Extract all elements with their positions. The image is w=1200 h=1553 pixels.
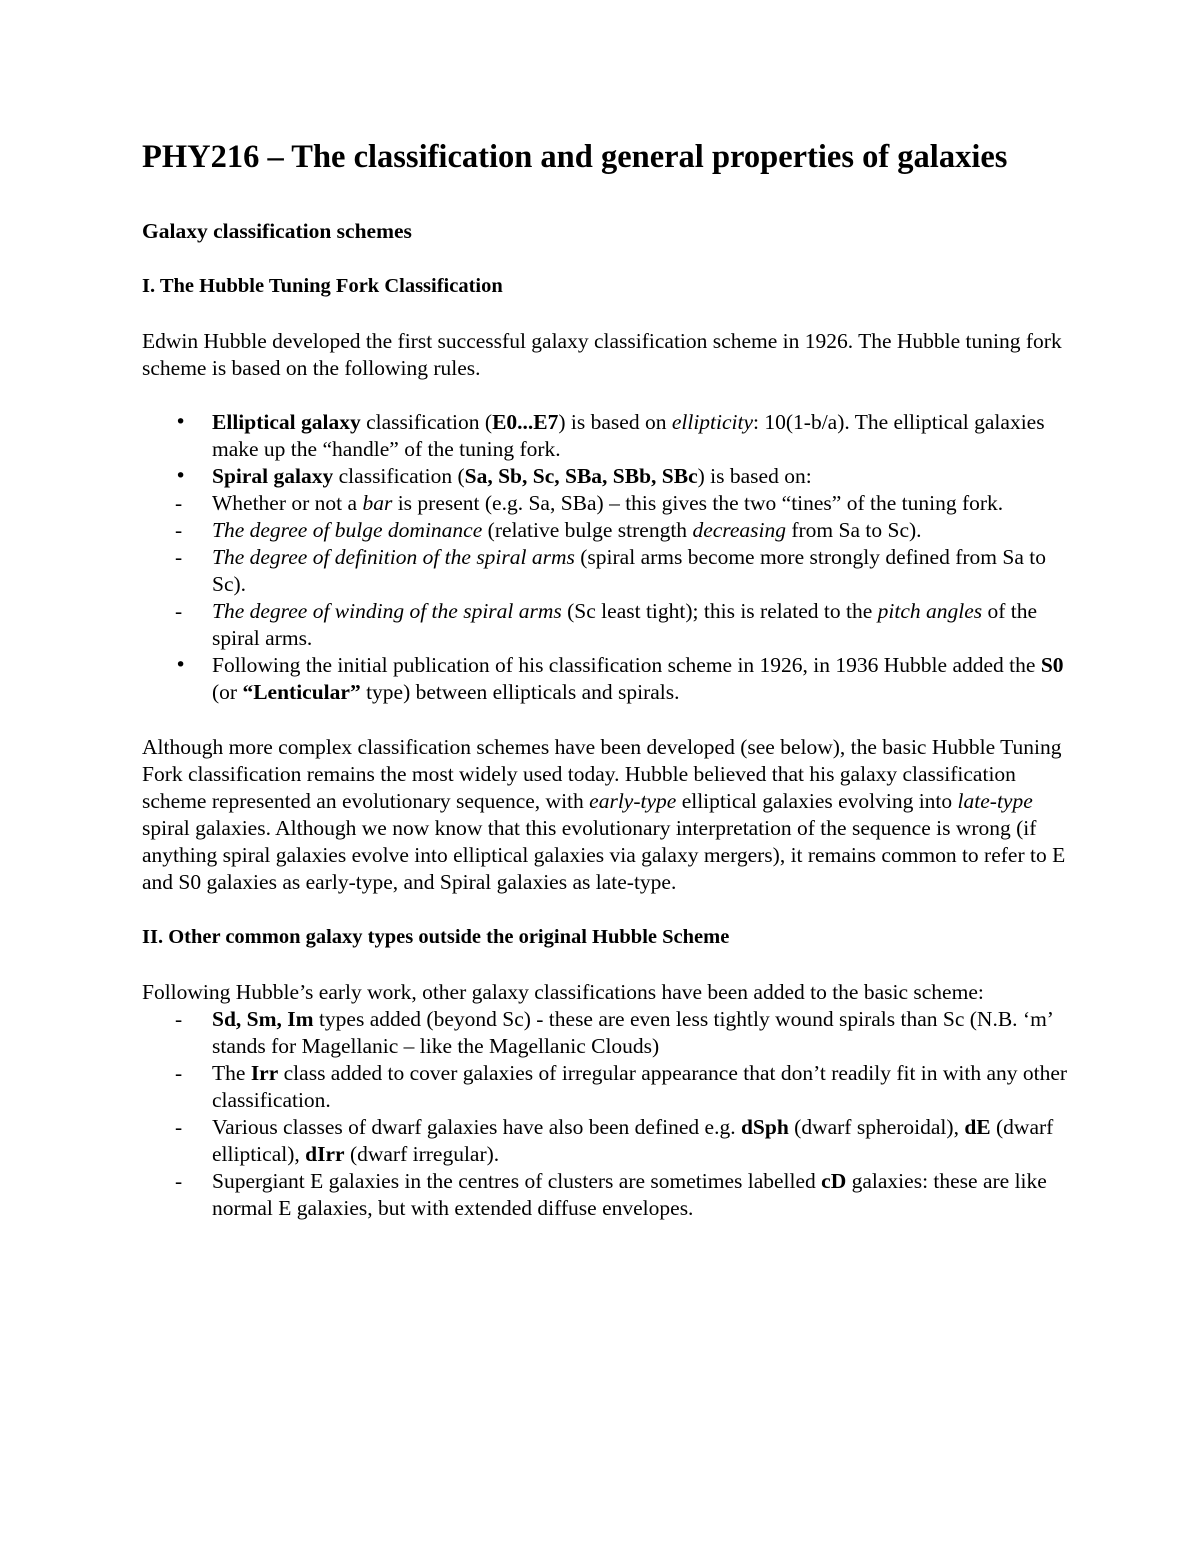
list-item-definition xyxy=(142,544,1072,598)
bullet-marker: • xyxy=(175,465,187,487)
text: Various classes of dwarf galaxies have also been defined e.g. xyxy=(212,1115,741,1139)
text: ) is based on xyxy=(558,410,672,434)
section-2-intro: Following Hubble’s early work, other galaxy classifications have been added to the basic scheme: xyxy=(142,980,984,1004)
emphasis: decreasing xyxy=(692,518,786,542)
section-1-heading: I. The Hubble Tuning Fork Classification xyxy=(142,275,503,297)
text: (Sc least tight); this is related to the xyxy=(561,599,878,623)
emphasis: bar xyxy=(362,491,393,515)
emphasis: early-type xyxy=(589,789,677,813)
document-body xyxy=(142,136,1072,1222)
emphasis: The degree of definition of the spiral arms xyxy=(212,545,575,569)
bullet-marker: • xyxy=(175,411,187,433)
text: (dwarf irregular). xyxy=(344,1142,500,1166)
section-heading: Galaxy classification schemes xyxy=(142,219,412,243)
text: (relative bulge strength xyxy=(482,518,693,542)
dash-marker: - xyxy=(175,518,183,542)
section-1-list xyxy=(142,409,1072,706)
dash-marker: - xyxy=(175,1169,183,1193)
dash-marker: - xyxy=(175,1115,183,1139)
term: S0 xyxy=(1040,653,1064,677)
list-item-sd-sm-im xyxy=(142,1006,1072,1060)
text: of the spiral arms. xyxy=(212,599,1038,650)
section-2-list xyxy=(142,1006,1072,1222)
text: (or xyxy=(212,680,243,704)
section-2-heading: II. Other common galaxy types outside the original Hubble Scheme xyxy=(142,926,730,948)
term: Elliptical galaxy xyxy=(212,410,361,434)
dash-marker: - xyxy=(175,491,183,515)
page-title: PHY216 – The classification and general properties of galaxies xyxy=(142,139,1008,175)
text: elliptical galaxies evolving into xyxy=(676,789,958,813)
section-1-intro: Edwin Hubble developed the first successful galaxy classification scheme in 1926. The Hubble tuning fork scheme is based on the following rules. xyxy=(142,329,1062,380)
text: types added (beyond Sc) - these are even less tightly wound spirals than Sc (N.B. ‘m’ stands for Magellanic – like the Magellanic Clouds) xyxy=(212,1007,1053,1058)
text: from Sa to Sc). xyxy=(785,518,922,542)
text: spiral galaxies. Although we now know that this evolutionary interpretation of the sequence is wrong (if anything spiral galaxies evolve into elliptical galaxies via galaxy mergers), it remains common to refer to E and S0 galaxies as early-type, and Spiral galaxies as late-type. xyxy=(142,816,1066,894)
text: classification ( xyxy=(360,410,493,434)
dash-marker: - xyxy=(175,1007,183,1031)
list-item-irr xyxy=(142,1060,1072,1114)
emphasis: pitch angles xyxy=(877,599,983,623)
term: Spiral galaxy xyxy=(212,464,334,488)
term: cD xyxy=(821,1169,847,1193)
text: (dwarf elliptical), xyxy=(212,1115,1054,1166)
term: “Lenticular” xyxy=(242,680,361,704)
section-1-closing xyxy=(142,734,1072,896)
term: Sd, Sm, Im xyxy=(212,1007,314,1031)
list-item-s0 xyxy=(142,652,1072,706)
text: classification ( xyxy=(333,464,465,488)
list-item-cd xyxy=(142,1168,1072,1222)
dash-marker: - xyxy=(175,1061,183,1085)
term: Sa, Sb, Sc, SBa, SBb, SBc xyxy=(464,464,698,488)
text: : 10(1-b/a). The elliptical galaxies make up the “handle” of the tuning fork. xyxy=(212,410,1045,461)
dash-marker: - xyxy=(175,545,183,569)
text: (spiral arms become more strongly defined from Sa to Sc). xyxy=(212,545,1046,596)
emphasis: The degree of winding of the spiral arms xyxy=(212,599,562,623)
list-item-bar xyxy=(142,490,1072,517)
text: is present (e.g. Sa, SBa) – this gives the two “tines” of the tuning fork. xyxy=(392,491,1004,515)
emphasis: late-type xyxy=(957,789,1033,813)
text: type) between ellipticals and spirals. xyxy=(360,680,680,704)
list-item-dwarf xyxy=(142,1114,1072,1168)
term: Irr xyxy=(250,1061,279,1085)
text: Whether or not a xyxy=(212,491,363,515)
emphasis: The degree of bulge dominance xyxy=(212,518,483,542)
list-item-spiral xyxy=(142,463,1072,490)
term: dSph xyxy=(740,1115,789,1139)
list-item-bulge xyxy=(142,517,1072,544)
text: class added to cover galaxies of irregular appearance that don’t readily fit in with any other classification. xyxy=(212,1061,1068,1112)
term: E0...E7 xyxy=(492,410,559,434)
text: Supergiant E galaxies in the centres of clusters are sometimes labelled xyxy=(212,1169,822,1193)
text: Although more complex classification schemes have been developed (see below), the basic Hubble Tuning Fork classification remains the most widely used today. Hubble believed that his galaxy classification scheme represented an evolutionary sequence, with xyxy=(142,735,1062,813)
text: The xyxy=(212,1061,251,1085)
term: dE xyxy=(964,1115,991,1139)
emphasis: ellipticity xyxy=(671,410,754,434)
text: Following the initial publication of his classification scheme in 1926, in 1936 Hubble added the xyxy=(212,653,1041,677)
text: galaxies: these are like normal E galaxies, but with extended diffuse envelopes. xyxy=(212,1169,1047,1220)
list-item-winding xyxy=(142,598,1072,652)
text: (dwarf spheroidal), xyxy=(788,1115,965,1139)
list-item-elliptical xyxy=(142,409,1072,463)
dash-marker: - xyxy=(175,599,183,623)
bullet-marker: • xyxy=(175,654,187,676)
text: ) is based on: xyxy=(697,464,812,488)
term: dIrr xyxy=(305,1142,345,1166)
